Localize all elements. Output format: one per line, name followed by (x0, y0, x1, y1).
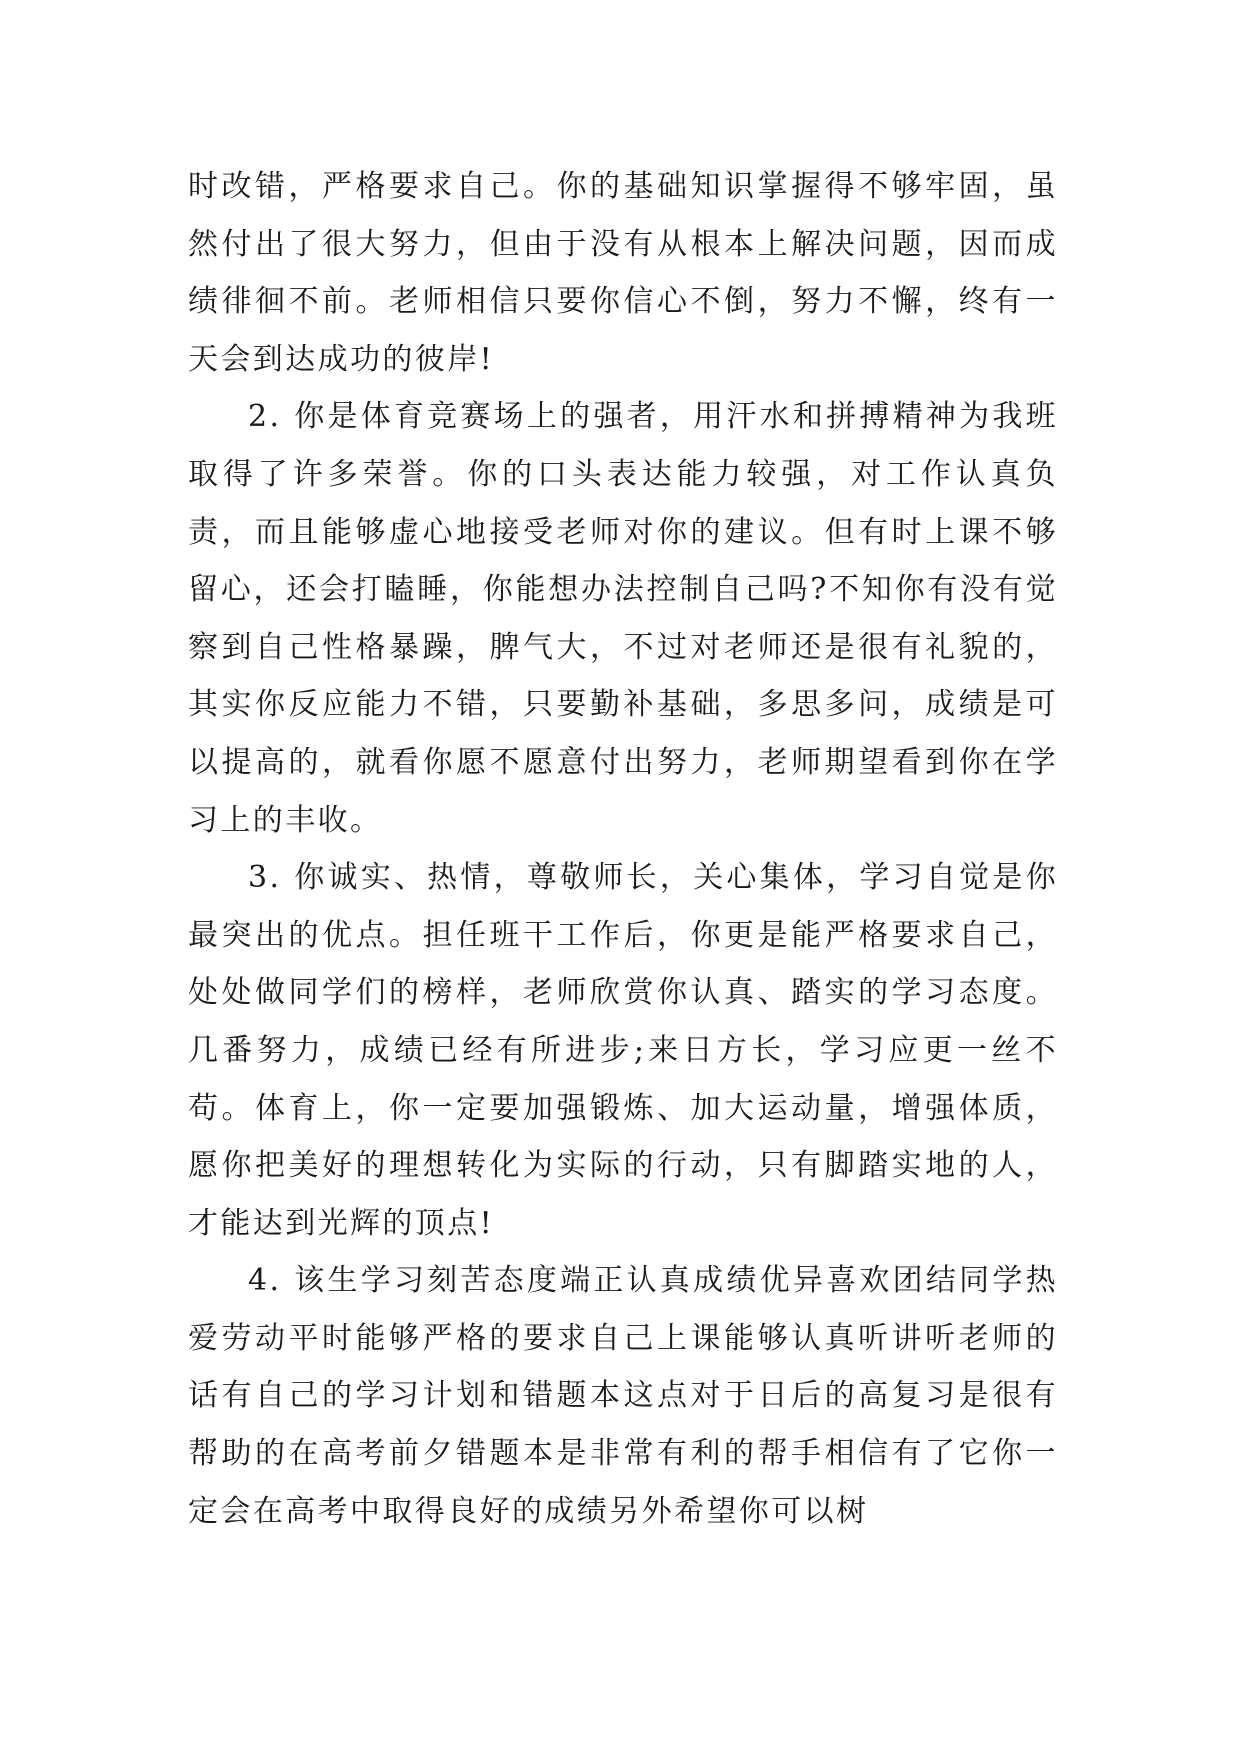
body-text (188, 158, 1058, 1540)
paragraph-2: 2. 你是体育竞赛场上的强者，用汗水和拼搏精神为我班取得了许多荣誉。你的口头表达能力较强，对工作认真负责，而且能够虚心地接受老师对你的建议。但有时上课不够留心，还会打瞌睡，你能想办法控制自己吗?不知你有没有觉察到自己性格暴躁，脾气大，不过对老师还是很有礼貌的，其实你反应能力不错，只要勤补基础，多思多问，成绩是可以提高的，就看你愿不愿意付出努力，老师期望看到你在学习上的丰收。 (188, 399, 1058, 838)
paragraph-3: 3. 你诚实、热情，尊敬师长，关心集体，学习自觉是你最突出的优点。担任班干工作后，你更是能严格要求自己，处处做同学们的榜样，老师欣赏你认真、踏实的学习态度。几番努力，成绩已经有所进步;来日方长，学习应更一丝不苟。体育上，你一定要加强锻炼、加大运动量，增强体质，愿你把美好的理想转化为实际的行动，只有脚踏实地的人，才能达到光辉的顶点! (188, 860, 1058, 1241)
paragraph-continuation: 时改错，严格要求自己。你的基础知识掌握得不够牢固，虽然付出了很大努力，但由于没有从根本上解决问题，因而成绩徘徊不前。老师相信只要你信心不倒，努力不懈，终有一天会到达成功的彼岸! (188, 169, 1058, 377)
paragraph-4: 4. 该生学习刻苦态度端正认真成绩优异喜欢团结同学热爱劳动平时能够严格的要求自己上课能够认真听讲听老师的话有自己的学习计划和错题本这点对于日后的高复习是很有帮助的在高考前夕错题本是非常有利的帮手相信有了它你一定会在高考中取得良好的成绩另外希望你可以树 (188, 1263, 1058, 1529)
